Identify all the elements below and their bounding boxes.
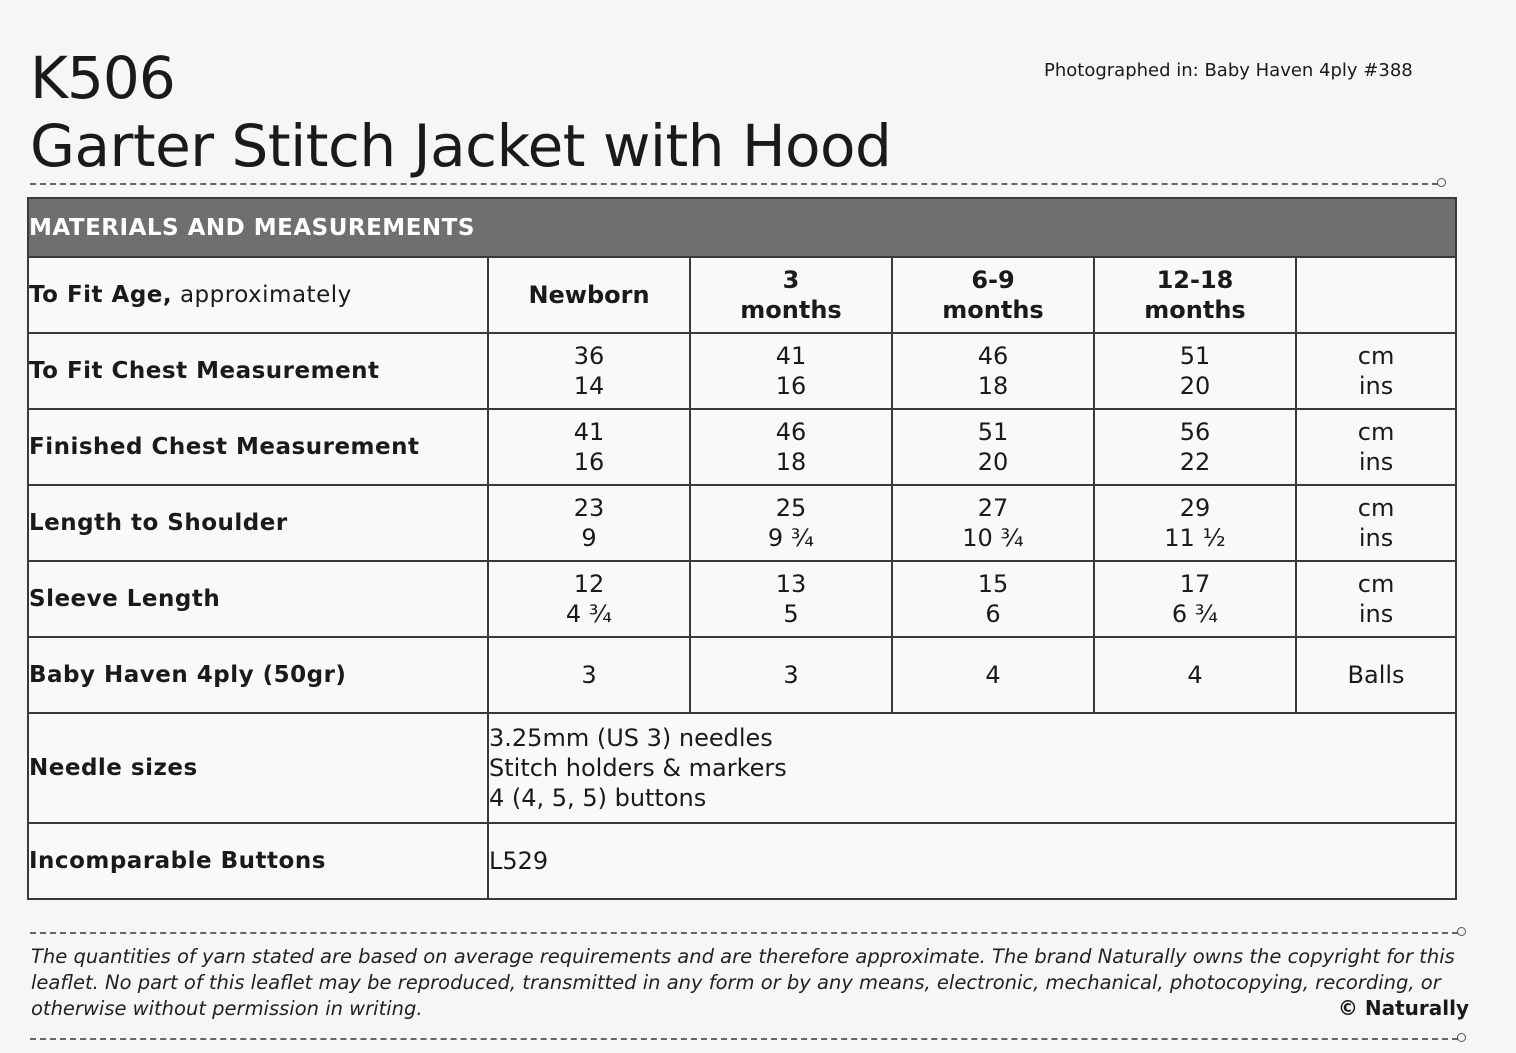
cm-value: 41 [775, 342, 807, 370]
value-cell: 4 [1094, 637, 1296, 713]
row-label: Sleeve Length [28, 561, 488, 637]
footer-disclaimer: The quantities of yarn stated are based on average requirements and are therefore approximate. The brand Naturally owns the copyright for this leaflet. No part of this leaflet may be reproduced, transmitted in any form or by any means, electronic, mechanical, photocopying, recording, or otherwise without permission in writing. [31, 945, 1455, 1020]
ins-value: 22 [1179, 448, 1211, 476]
size-line: months [942, 296, 1044, 324]
value-cell [1094, 409, 1296, 485]
ins-value: 20 [977, 448, 1009, 476]
needles-row [28, 713, 1456, 823]
ins-value: 18 [977, 372, 1009, 400]
needles-line: 3.25mm (US 3) needles [489, 724, 773, 752]
ins-value: 18 [775, 448, 807, 476]
cm-value: 51 [977, 418, 1009, 446]
unit-ins: ins [1358, 524, 1394, 552]
yarn-row [28, 637, 1456, 713]
row-label: Length to Shoulder [28, 485, 488, 561]
section-header: MATERIALS AND MEASUREMENTS [28, 198, 1456, 257]
unit-cell [1296, 561, 1456, 637]
row-label [28, 257, 488, 333]
value-cell [488, 485, 690, 561]
unit-cell [1296, 333, 1456, 409]
value-cell [1094, 485, 1296, 561]
age-label-light: approximately [172, 282, 352, 308]
cm-value: 15 [977, 570, 1009, 598]
value-cell [892, 333, 1094, 409]
cm-value: 46 [775, 418, 807, 446]
value-cell [488, 561, 690, 637]
row-label: Finished Chest Measurement [28, 409, 488, 485]
cm-value: 51 [1179, 342, 1211, 370]
materials-table [27, 197, 1457, 900]
footer-top-divider [30, 932, 1458, 934]
row-label: To Fit Chest Measurement [28, 333, 488, 409]
cm-value: 29 [1179, 494, 1211, 522]
buttons-row [28, 823, 1456, 899]
cm-value: 12 [573, 570, 605, 598]
measurement-row [28, 409, 1456, 485]
needles-line: Stitch holders & markers [489, 754, 787, 782]
value-cell [892, 409, 1094, 485]
measurement-row [28, 561, 1456, 637]
divider-end-dot [1457, 927, 1466, 936]
ins-value: 10 ¾ [962, 524, 1024, 552]
cm-value: 27 [977, 494, 1009, 522]
ins-value: 16 [775, 372, 807, 400]
ins-value: 6 ¾ [1171, 600, 1219, 628]
ins-value: 9 [581, 524, 597, 552]
needles-line: 4 (4, 5, 5) buttons [489, 784, 707, 812]
row-label: Needle sizes [28, 713, 488, 823]
photographed-in: Photographed in: Baby Haven 4ply #388 [1044, 60, 1413, 81]
measurement-row [28, 485, 1456, 561]
unit-ins: ins [1358, 448, 1394, 476]
value-cell [892, 485, 1094, 561]
footer-bottom-divider [30, 1038, 1458, 1040]
size-line: months [740, 296, 842, 324]
size-header [892, 257, 1094, 333]
ins-value: 6 [985, 600, 1001, 628]
ins-value: 5 [783, 600, 799, 628]
divider-end-dot [1437, 178, 1446, 187]
size-header [488, 257, 690, 333]
age-row [28, 257, 1456, 333]
unit-cell [1296, 485, 1456, 561]
value-cell [1094, 561, 1296, 637]
size-line: 3 [782, 266, 800, 294]
buttons-value: L529 [488, 823, 1456, 899]
ins-value: 14 [573, 372, 605, 400]
divider-end-dot [1457, 1033, 1466, 1042]
size-line: 12-18 [1156, 266, 1234, 294]
measurement-row [28, 333, 1456, 409]
value-cell [488, 333, 690, 409]
row-label: Baby Haven 4ply (50gr) [28, 637, 488, 713]
top-divider [30, 183, 1438, 185]
ins-value: 20 [1179, 372, 1211, 400]
unit-cell [1296, 409, 1456, 485]
unit-cm: cm [1357, 342, 1395, 370]
cm-value: 23 [573, 494, 605, 522]
cm-value: 25 [775, 494, 807, 522]
unit-cm: cm [1357, 418, 1395, 446]
value-cell [690, 333, 892, 409]
value-cell [690, 409, 892, 485]
size-line: 6-9 [971, 266, 1015, 294]
age-label-bold: To Fit Age, [29, 282, 173, 308]
row-label: Incomparable Buttons [28, 823, 488, 899]
ins-value: 11 ½ [1164, 524, 1226, 552]
needles-details [488, 713, 1456, 823]
size-header [1094, 257, 1296, 333]
unit-cm: cm [1357, 494, 1395, 522]
size-line: Newborn [528, 281, 650, 309]
unit-ins: ins [1358, 600, 1394, 628]
size-header [690, 257, 892, 333]
cm-value: 17 [1179, 570, 1211, 598]
pattern-code: K506 [30, 44, 175, 112]
value-cell: 3 [690, 637, 892, 713]
value-cell: 3 [488, 637, 690, 713]
cm-value: 13 [775, 570, 807, 598]
cm-value: 36 [573, 342, 605, 370]
pattern-title: Garter Stitch Jacket with Hood [30, 112, 892, 180]
ins-value: 4 ¾ [565, 600, 613, 628]
ins-value: 16 [573, 448, 605, 476]
unit-header [1296, 257, 1456, 333]
value-cell [690, 485, 892, 561]
value-cell [892, 561, 1094, 637]
size-line: months [1144, 296, 1246, 324]
ins-value: 9 ¾ [767, 524, 815, 552]
cm-value: 46 [977, 342, 1009, 370]
unit-ins: ins [1358, 372, 1394, 400]
value-cell [1094, 333, 1296, 409]
cm-value: 41 [573, 418, 605, 446]
copyright: © Naturally [1337, 996, 1469, 1020]
value-cell [488, 409, 690, 485]
cm-value: 56 [1179, 418, 1211, 446]
value-cell [690, 561, 892, 637]
value-cell: 4 [892, 637, 1094, 713]
unit-cell: Balls [1296, 637, 1456, 713]
unit-cm: cm [1357, 570, 1395, 598]
